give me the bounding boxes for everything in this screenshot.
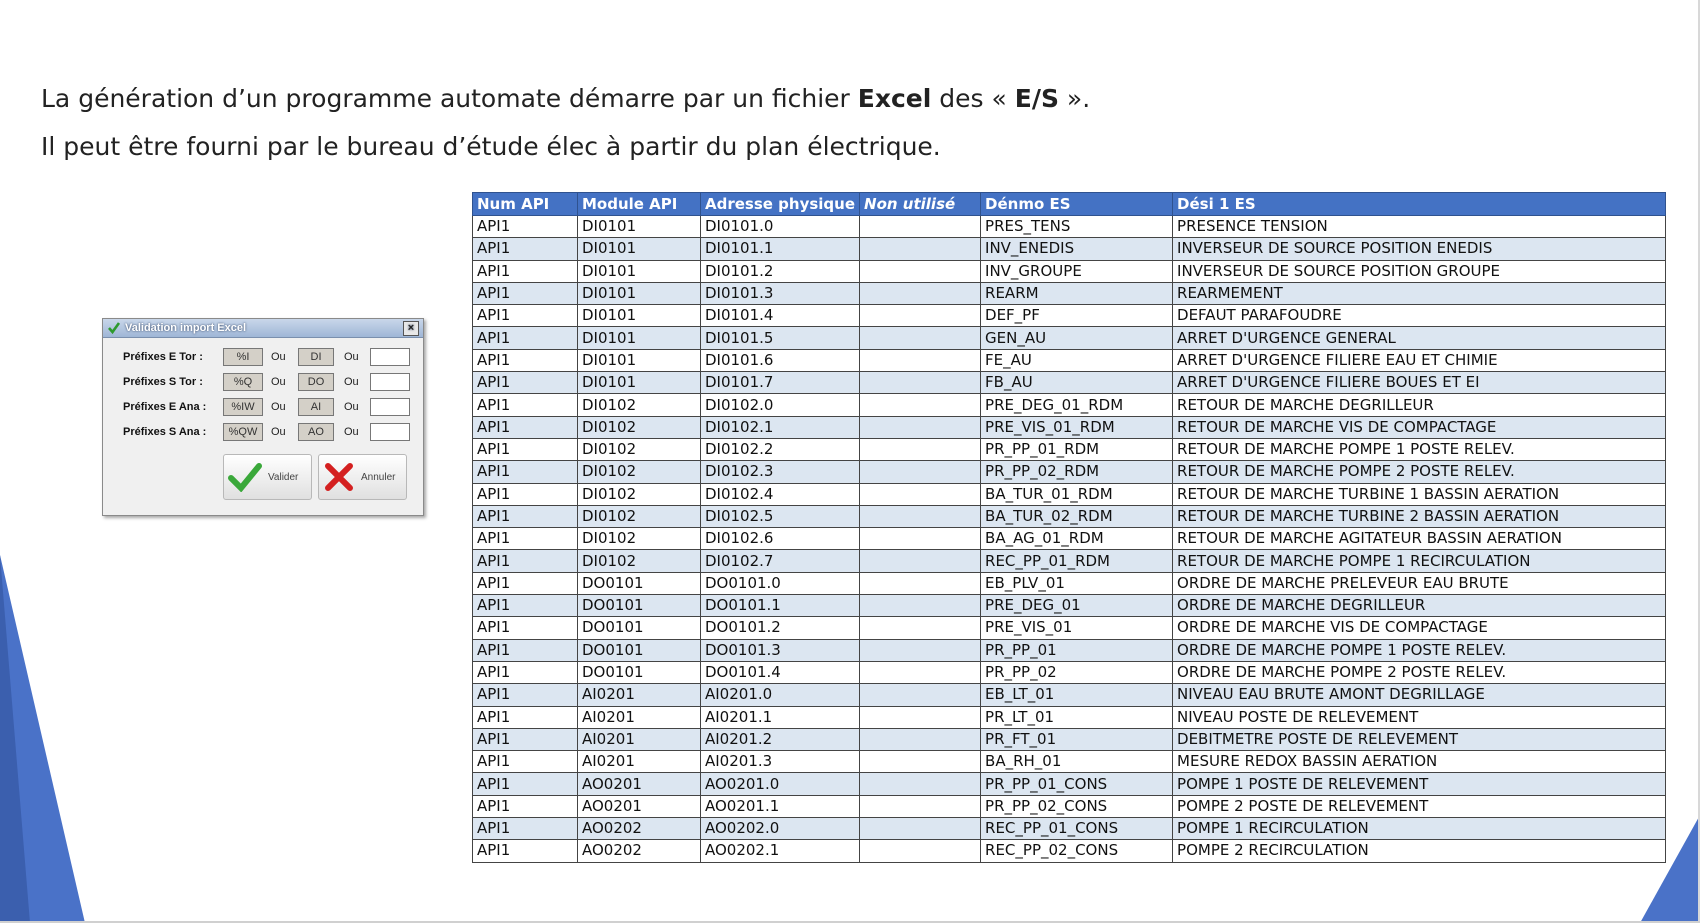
cell-denmo[interactable]: PRE_DEG_01 bbox=[981, 595, 1173, 617]
cell-non-utilise[interactable] bbox=[860, 282, 981, 304]
intro-line-1 bbox=[41, 84, 1090, 113]
cell-non-utilise[interactable] bbox=[860, 260, 981, 282]
cell-desi[interactable]: ORDRE DE MARCHE VIS DE COMPACTAGE bbox=[1173, 617, 1666, 639]
intro-line-2: Il peut être fourni par le bureau d’étude élec à partir du plan électrique. bbox=[41, 132, 941, 161]
cell-num-api[interactable]: API1 bbox=[473, 572, 578, 594]
cell-module-api[interactable]: DI0101 bbox=[578, 327, 701, 349]
cell-desi[interactable]: ARRET D'URGENCE GENERAL bbox=[1173, 327, 1666, 349]
validate-button[interactable] bbox=[223, 454, 312, 500]
cell-num-api[interactable]: API1 bbox=[473, 372, 578, 394]
cell-denmo[interactable]: PR_LT_01 bbox=[981, 706, 1173, 728]
cell-num-api[interactable]: API1 bbox=[473, 282, 578, 304]
cell-non-utilise[interactable] bbox=[860, 795, 981, 817]
table-row bbox=[473, 751, 1666, 773]
cell-adresse[interactable]: AO0202.0 bbox=[701, 818, 860, 840]
cell-desi[interactable]: REARMEMENT bbox=[1173, 282, 1666, 304]
cell-adresse[interactable]: DI0102.0 bbox=[701, 394, 860, 416]
cell-non-utilise[interactable] bbox=[860, 840, 981, 862]
cell-denmo[interactable]: PR_PP_02_CONS bbox=[981, 795, 1173, 817]
table-row bbox=[473, 416, 1666, 438]
cell-non-utilise[interactable] bbox=[860, 505, 981, 527]
cell-module-api[interactable]: AO0201 bbox=[578, 773, 701, 795]
cell-non-utilise[interactable] bbox=[860, 684, 981, 706]
cell-non-utilise[interactable] bbox=[860, 349, 981, 371]
cell-adresse[interactable]: AO0201.0 bbox=[701, 773, 860, 795]
cell-non-utilise[interactable] bbox=[860, 461, 981, 483]
cell-denmo[interactable]: REC_PP_01_CONS bbox=[981, 818, 1173, 840]
cell-adresse[interactable]: AI0201.0 bbox=[701, 684, 860, 706]
cell-desi[interactable]: POMPE 2 POSTE DE RELEVEMENT bbox=[1173, 795, 1666, 817]
ou-label: Ou bbox=[271, 351, 286, 363]
ou-label: Ou bbox=[344, 376, 359, 388]
cell-module-api[interactable]: DI0101 bbox=[578, 282, 701, 304]
cell-adresse[interactable]: DI0101.1 bbox=[701, 238, 860, 260]
cell-num-api[interactable]: API1 bbox=[473, 595, 578, 617]
cell-module-api[interactable]: DI0101 bbox=[578, 216, 701, 238]
cell-module-api[interactable]: DO0101 bbox=[578, 639, 701, 661]
cell-non-utilise[interactable] bbox=[860, 572, 981, 594]
prefix-field-1[interactable]: %I bbox=[223, 348, 263, 366]
cell-module-api[interactable]: DI0102 bbox=[578, 528, 701, 550]
cell-non-utilise[interactable] bbox=[860, 327, 981, 349]
table-row bbox=[473, 394, 1666, 416]
cross-icon bbox=[323, 462, 355, 492]
cell-denmo[interactable]: BA_TUR_02_RDM bbox=[981, 505, 1173, 527]
cell-denmo[interactable]: REARM bbox=[981, 282, 1173, 304]
table-row bbox=[473, 684, 1666, 706]
ou-label: Ou bbox=[271, 426, 286, 438]
cancel-label: Annuler bbox=[361, 471, 396, 483]
cell-num-api[interactable]: API1 bbox=[473, 751, 578, 773]
cell-desi[interactable]: POMPE 1 RECIRCULATION bbox=[1173, 818, 1666, 840]
cell-desi[interactable]: RETOUR DE MARCHE POMPE 1 RECIRCULATION bbox=[1173, 550, 1666, 572]
table-header-row bbox=[473, 193, 1666, 216]
table-row bbox=[473, 617, 1666, 639]
ou-label: Ou bbox=[344, 401, 359, 413]
prefix-field-1[interactable]: %Q bbox=[223, 373, 263, 391]
table-body bbox=[473, 216, 1666, 863]
intro-text: ». bbox=[1058, 84, 1091, 113]
cell-num-api[interactable]: API1 bbox=[473, 349, 578, 371]
cell-non-utilise[interactable] bbox=[860, 305, 981, 327]
cell-desi[interactable]: RETOUR DE MARCHE AGITATEUR BASSIN AERATION bbox=[1173, 528, 1666, 550]
cell-denmo[interactable]: PRES_TENS bbox=[981, 216, 1173, 238]
cell-module-api[interactable]: AI0201 bbox=[578, 684, 701, 706]
cell-non-utilise[interactable] bbox=[860, 550, 981, 572]
table-row bbox=[473, 773, 1666, 795]
table-row bbox=[473, 572, 1666, 594]
cell-denmo[interactable]: FE_AU bbox=[981, 349, 1173, 371]
cell-adresse[interactable]: DI0101.3 bbox=[701, 282, 860, 304]
cell-num-api[interactable]: API1 bbox=[473, 305, 578, 327]
cell-module-api[interactable]: AO0202 bbox=[578, 840, 701, 862]
cell-adresse[interactable]: AO0201.1 bbox=[701, 795, 860, 817]
col-adresse-physique: Adresse physique bbox=[701, 193, 860, 216]
cell-non-utilise[interactable] bbox=[860, 706, 981, 728]
cell-adresse[interactable]: DI0102.2 bbox=[701, 438, 860, 460]
cell-denmo[interactable]: PRE_VIS_01_RDM bbox=[981, 416, 1173, 438]
cell-module-api[interactable]: DO0101 bbox=[578, 595, 701, 617]
table-row bbox=[473, 728, 1666, 750]
cell-num-api[interactable]: API1 bbox=[473, 684, 578, 706]
cell-desi[interactable]: PRESENCE TENSION bbox=[1173, 216, 1666, 238]
cell-denmo[interactable]: DEF_PF bbox=[981, 305, 1173, 327]
table-row bbox=[473, 327, 1666, 349]
cell-module-api[interactable]: AI0201 bbox=[578, 751, 701, 773]
table-row bbox=[473, 483, 1666, 505]
cell-desi[interactable]: ORDRE DE MARCHE DEGRILLEUR bbox=[1173, 595, 1666, 617]
cell-denmo[interactable]: INV_GROUPE bbox=[981, 260, 1173, 282]
cell-num-api[interactable]: API1 bbox=[473, 617, 578, 639]
cell-adresse[interactable]: AI0201.1 bbox=[701, 706, 860, 728]
cell-denmo[interactable]: BA_RH_01 bbox=[981, 751, 1173, 773]
prefix-field-3[interactable] bbox=[370, 373, 410, 391]
cell-adresse[interactable]: DO0101.2 bbox=[701, 617, 860, 639]
table-row bbox=[473, 595, 1666, 617]
cell-desi[interactable]: DEBITMETRE POSTE DE RELEVEMENT bbox=[1173, 728, 1666, 750]
prefix-field-1[interactable]: %IW bbox=[223, 398, 263, 416]
cell-module-api[interactable]: DO0101 bbox=[578, 661, 701, 683]
left-triangle-shade bbox=[0, 555, 30, 923]
cell-non-utilise[interactable] bbox=[860, 728, 981, 750]
prefix-label: Préfixes S Ana : bbox=[123, 426, 207, 438]
cell-num-api[interactable]: API1 bbox=[473, 461, 578, 483]
cell-denmo[interactable]: PR_PP_01_CONS bbox=[981, 773, 1173, 795]
cell-num-api[interactable]: API1 bbox=[473, 818, 578, 840]
table-row bbox=[473, 505, 1666, 527]
table-row bbox=[473, 282, 1666, 304]
left-triangle-shape bbox=[0, 555, 85, 923]
col-num-api: Num API bbox=[473, 193, 578, 216]
cell-adresse[interactable]: DI0101.6 bbox=[701, 349, 860, 371]
cell-num-api[interactable]: API1 bbox=[473, 795, 578, 817]
cell-non-utilise[interactable] bbox=[860, 595, 981, 617]
cell-num-api[interactable]: API1 bbox=[473, 394, 578, 416]
cell-denmo[interactable]: PR_PP_02_RDM bbox=[981, 461, 1173, 483]
cell-desi[interactable]: RETOUR DE MARCHE POMPE 2 POSTE RELEV. bbox=[1173, 461, 1666, 483]
cell-desi[interactable]: RETOUR DE MARCHE POMPE 1 POSTE RELEV. bbox=[1173, 438, 1666, 460]
cell-num-api[interactable]: API1 bbox=[473, 706, 578, 728]
prefix-field-2[interactable]: DI bbox=[298, 348, 334, 366]
cell-desi[interactable]: ORDRE DE MARCHE PRELEVEUR EAU BRUTE bbox=[1173, 572, 1666, 594]
prefix-field-2[interactable]: AI bbox=[298, 398, 334, 416]
cell-denmo[interactable]: PRE_VIS_01 bbox=[981, 617, 1173, 639]
cell-num-api[interactable]: API1 bbox=[473, 216, 578, 238]
validation-import-dialog bbox=[102, 318, 424, 516]
cell-desi[interactable]: RETOUR DE MARCHE TURBINE 1 BASSIN AERATION bbox=[1173, 483, 1666, 505]
cell-module-api[interactable]: DO0101 bbox=[578, 572, 701, 594]
cell-desi[interactable]: INVERSEUR DE SOURCE POSITION GROUPE bbox=[1173, 260, 1666, 282]
cell-adresse[interactable]: DI0101.5 bbox=[701, 327, 860, 349]
table-row bbox=[473, 216, 1666, 238]
cell-denmo[interactable]: EB_PLV_01 bbox=[981, 572, 1173, 594]
table-row bbox=[473, 238, 1666, 260]
cell-desi[interactable]: ORDRE DE MARCHE POMPE 1 POSTE RELEV. bbox=[1173, 639, 1666, 661]
cell-denmo[interactable]: PR_PP_02 bbox=[981, 661, 1173, 683]
cell-non-utilise[interactable] bbox=[860, 216, 981, 238]
prefix-field-2[interactable]: AO bbox=[298, 423, 334, 441]
cell-adresse[interactable]: DO0101.1 bbox=[701, 595, 860, 617]
cell-module-api[interactable]: DI0101 bbox=[578, 349, 701, 371]
cell-desi[interactable]: MESURE REDOX BASSIN AERATION bbox=[1173, 751, 1666, 773]
cell-module-api[interactable]: DI0101 bbox=[578, 305, 701, 327]
cell-desi[interactable]: POMPE 1 POSTE DE RELEVEMENT bbox=[1173, 773, 1666, 795]
checkmark-icon bbox=[107, 321, 121, 335]
cell-adresse[interactable]: DI0101.0 bbox=[701, 216, 860, 238]
cell-denmo[interactable]: BA_AG_01_RDM bbox=[981, 528, 1173, 550]
cell-num-api[interactable]: API1 bbox=[473, 661, 578, 683]
table-row bbox=[473, 840, 1666, 862]
cell-non-utilise[interactable] bbox=[860, 617, 981, 639]
cell-adresse[interactable]: DI0102.5 bbox=[701, 505, 860, 527]
cell-adresse[interactable]: AI0201.3 bbox=[701, 751, 860, 773]
cell-desi[interactable]: ARRET D'URGENCE FILIERE EAU ET CHIMIE bbox=[1173, 349, 1666, 371]
cell-non-utilise[interactable] bbox=[860, 528, 981, 550]
cell-adresse[interactable]: DI0102.4 bbox=[701, 483, 860, 505]
cell-module-api[interactable]: AO0202 bbox=[578, 818, 701, 840]
table-row bbox=[473, 349, 1666, 371]
table-row bbox=[473, 305, 1666, 327]
ou-label: Ou bbox=[271, 376, 286, 388]
ou-label: Ou bbox=[344, 426, 359, 438]
cell-adresse[interactable]: DI0102.6 bbox=[701, 528, 860, 550]
cell-desi[interactable]: NIVEAU POSTE DE RELEVEMENT bbox=[1173, 706, 1666, 728]
cell-non-utilise[interactable] bbox=[860, 818, 981, 840]
prefix-field-3[interactable] bbox=[370, 398, 410, 416]
table-row bbox=[473, 438, 1666, 460]
cell-denmo[interactable]: EB_LT_01 bbox=[981, 684, 1173, 706]
cell-desi[interactable]: RETOUR DE MARCHE TURBINE 2 BASSIN AERATION bbox=[1173, 505, 1666, 527]
ou-label: Ou bbox=[271, 401, 286, 413]
cell-module-api[interactable]: DI0102 bbox=[578, 438, 701, 460]
cell-non-utilise[interactable] bbox=[860, 639, 981, 661]
prefix-label: Préfixes E Tor : bbox=[123, 351, 203, 363]
col-non-utilise: Non utilisé bbox=[860, 193, 981, 216]
table-row bbox=[473, 661, 1666, 683]
cell-denmo[interactable]: PR_FT_01 bbox=[981, 728, 1173, 750]
cell-num-api[interactable]: API1 bbox=[473, 639, 578, 661]
cell-adresse[interactable]: DI0101.7 bbox=[701, 372, 860, 394]
cell-num-api[interactable]: API1 bbox=[473, 483, 578, 505]
cell-num-api[interactable]: API1 bbox=[473, 260, 578, 282]
table-row bbox=[473, 706, 1666, 728]
intro-bold-excel: Excel bbox=[857, 84, 932, 113]
cell-module-api[interactable]: DI0101 bbox=[578, 260, 701, 282]
ou-label: Ou bbox=[344, 351, 359, 363]
table-row bbox=[473, 260, 1666, 282]
intro-text: des « bbox=[931, 84, 1015, 113]
cell-denmo[interactable]: REC_PP_02_CONS bbox=[981, 840, 1173, 862]
cell-desi[interactable]: RETOUR DE MARCHE DEGRILLEUR bbox=[1173, 394, 1666, 416]
cell-desi[interactable]: DEFAUT PARAFOUDRE bbox=[1173, 305, 1666, 327]
cell-adresse[interactable]: DI0101.4 bbox=[701, 305, 860, 327]
cell-desi[interactable]: POMPE 2 RECIRCULATION bbox=[1173, 840, 1666, 862]
table-row bbox=[473, 639, 1666, 661]
cell-non-utilise[interactable] bbox=[860, 372, 981, 394]
cell-module-api[interactable]: DI0102 bbox=[578, 461, 701, 483]
cell-adresse[interactable]: DO0101.3 bbox=[701, 639, 860, 661]
io-table bbox=[472, 192, 1666, 863]
dialog-title-bar[interactable] bbox=[103, 319, 423, 338]
cell-adresse[interactable]: DO0101.4 bbox=[701, 661, 860, 683]
table-row bbox=[473, 818, 1666, 840]
table-row bbox=[473, 461, 1666, 483]
cell-denmo[interactable]: INV_ENEDIS bbox=[981, 238, 1173, 260]
col-module-api: Module API bbox=[578, 193, 701, 216]
cell-desi[interactable]: ARRET D'URGENCE FILIERE BOUES ET EI bbox=[1173, 372, 1666, 394]
cell-num-api[interactable]: API1 bbox=[473, 505, 578, 527]
cell-num-api[interactable]: API1 bbox=[473, 528, 578, 550]
cell-denmo[interactable]: BA_TUR_01_RDM bbox=[981, 483, 1173, 505]
cell-module-api[interactable]: DI0101 bbox=[578, 372, 701, 394]
table-row bbox=[473, 795, 1666, 817]
cell-adresse[interactable]: DO0101.0 bbox=[701, 572, 860, 594]
dialog-title: Validation import Excel bbox=[125, 322, 247, 334]
intro-text: La génération d’un programme automate démarre par un fichier bbox=[41, 84, 858, 113]
cell-adresse[interactable]: AI0201.2 bbox=[701, 728, 860, 750]
cell-non-utilise[interactable] bbox=[860, 238, 981, 260]
cell-module-api[interactable]: DI0102 bbox=[578, 416, 701, 438]
close-button[interactable]: × bbox=[403, 321, 419, 336]
cell-adresse[interactable]: AO0202.1 bbox=[701, 840, 860, 862]
cell-desi[interactable]: RETOUR DE MARCHE VIS DE COMPACTAGE bbox=[1173, 416, 1666, 438]
cell-num-api[interactable]: API1 bbox=[473, 327, 578, 349]
cell-non-utilise[interactable] bbox=[860, 416, 981, 438]
cell-denmo[interactable]: REC_PP_01_RDM bbox=[981, 550, 1173, 572]
intro-bold-es: E/S bbox=[1014, 84, 1059, 113]
prefix-label: Préfixes S Tor : bbox=[123, 376, 203, 388]
cell-desi[interactable]: INVERSEUR DE SOURCE POSITION ENEDIS bbox=[1173, 238, 1666, 260]
cell-module-api[interactable]: DI0102 bbox=[578, 394, 701, 416]
cell-non-utilise[interactable] bbox=[860, 438, 981, 460]
cell-num-api[interactable]: API1 bbox=[473, 550, 578, 572]
cell-num-api[interactable]: API1 bbox=[473, 238, 578, 260]
table-row bbox=[473, 372, 1666, 394]
prefix-label: Préfixes E Ana : bbox=[123, 401, 207, 413]
cell-denmo[interactable]: FB_AU bbox=[981, 372, 1173, 394]
cancel-button[interactable] bbox=[318, 454, 407, 500]
cell-denmo[interactable]: PRE_DEG_01_RDM bbox=[981, 394, 1173, 416]
validate-label: Valider bbox=[268, 471, 299, 483]
cell-denmo[interactable]: GEN_AU bbox=[981, 327, 1173, 349]
cell-adresse[interactable]: DI0102.7 bbox=[701, 550, 860, 572]
cell-module-api[interactable]: DI0102 bbox=[578, 483, 701, 505]
col-denmo-es: Dénmo ES bbox=[981, 193, 1173, 216]
cell-num-api[interactable]: API1 bbox=[473, 773, 578, 795]
cell-num-api[interactable]: API1 bbox=[473, 416, 578, 438]
cell-non-utilise[interactable] bbox=[860, 483, 981, 505]
cell-module-api[interactable]: DI0101 bbox=[578, 238, 701, 260]
cell-num-api[interactable]: API1 bbox=[473, 728, 578, 750]
prefix-field-3[interactable] bbox=[370, 423, 410, 441]
cell-adresse[interactable]: DI0102.3 bbox=[701, 461, 860, 483]
cell-non-utilise[interactable] bbox=[860, 394, 981, 416]
prefix-field-3[interactable] bbox=[370, 348, 410, 366]
cell-denmo[interactable]: PR_PP_01_RDM bbox=[981, 438, 1173, 460]
prefix-field-1[interactable]: %QW bbox=[223, 423, 263, 441]
cell-num-api[interactable]: API1 bbox=[473, 840, 578, 862]
cell-non-utilise[interactable] bbox=[860, 751, 981, 773]
cell-module-api[interactable]: AO0201 bbox=[578, 795, 701, 817]
cell-module-api[interactable]: DO0101 bbox=[578, 617, 701, 639]
cell-non-utilise[interactable] bbox=[860, 661, 981, 683]
cell-desi[interactable]: ORDRE DE MARCHE POMPE 2 POSTE RELEV. bbox=[1173, 661, 1666, 683]
col-desi-es: Dési 1 ES bbox=[1173, 193, 1666, 216]
table-row bbox=[473, 550, 1666, 572]
cell-module-api[interactable]: AI0201 bbox=[578, 728, 701, 750]
cell-adresse[interactable]: DI0102.1 bbox=[701, 416, 860, 438]
prefix-field-2[interactable]: DO bbox=[298, 373, 334, 391]
cell-adresse[interactable]: DI0101.2 bbox=[701, 260, 860, 282]
cell-module-api[interactable]: AI0201 bbox=[578, 706, 701, 728]
checkmark-icon bbox=[228, 462, 262, 492]
cell-desi[interactable]: NIVEAU EAU BRUTE AMONT DEGRILLAGE bbox=[1173, 684, 1666, 706]
cell-module-api[interactable]: DI0102 bbox=[578, 550, 701, 572]
cell-denmo[interactable]: PR_PP_01 bbox=[981, 639, 1173, 661]
cell-module-api[interactable]: DI0102 bbox=[578, 505, 701, 527]
cell-non-utilise[interactable] bbox=[860, 773, 981, 795]
table-row bbox=[473, 528, 1666, 550]
cell-num-api[interactable]: API1 bbox=[473, 438, 578, 460]
